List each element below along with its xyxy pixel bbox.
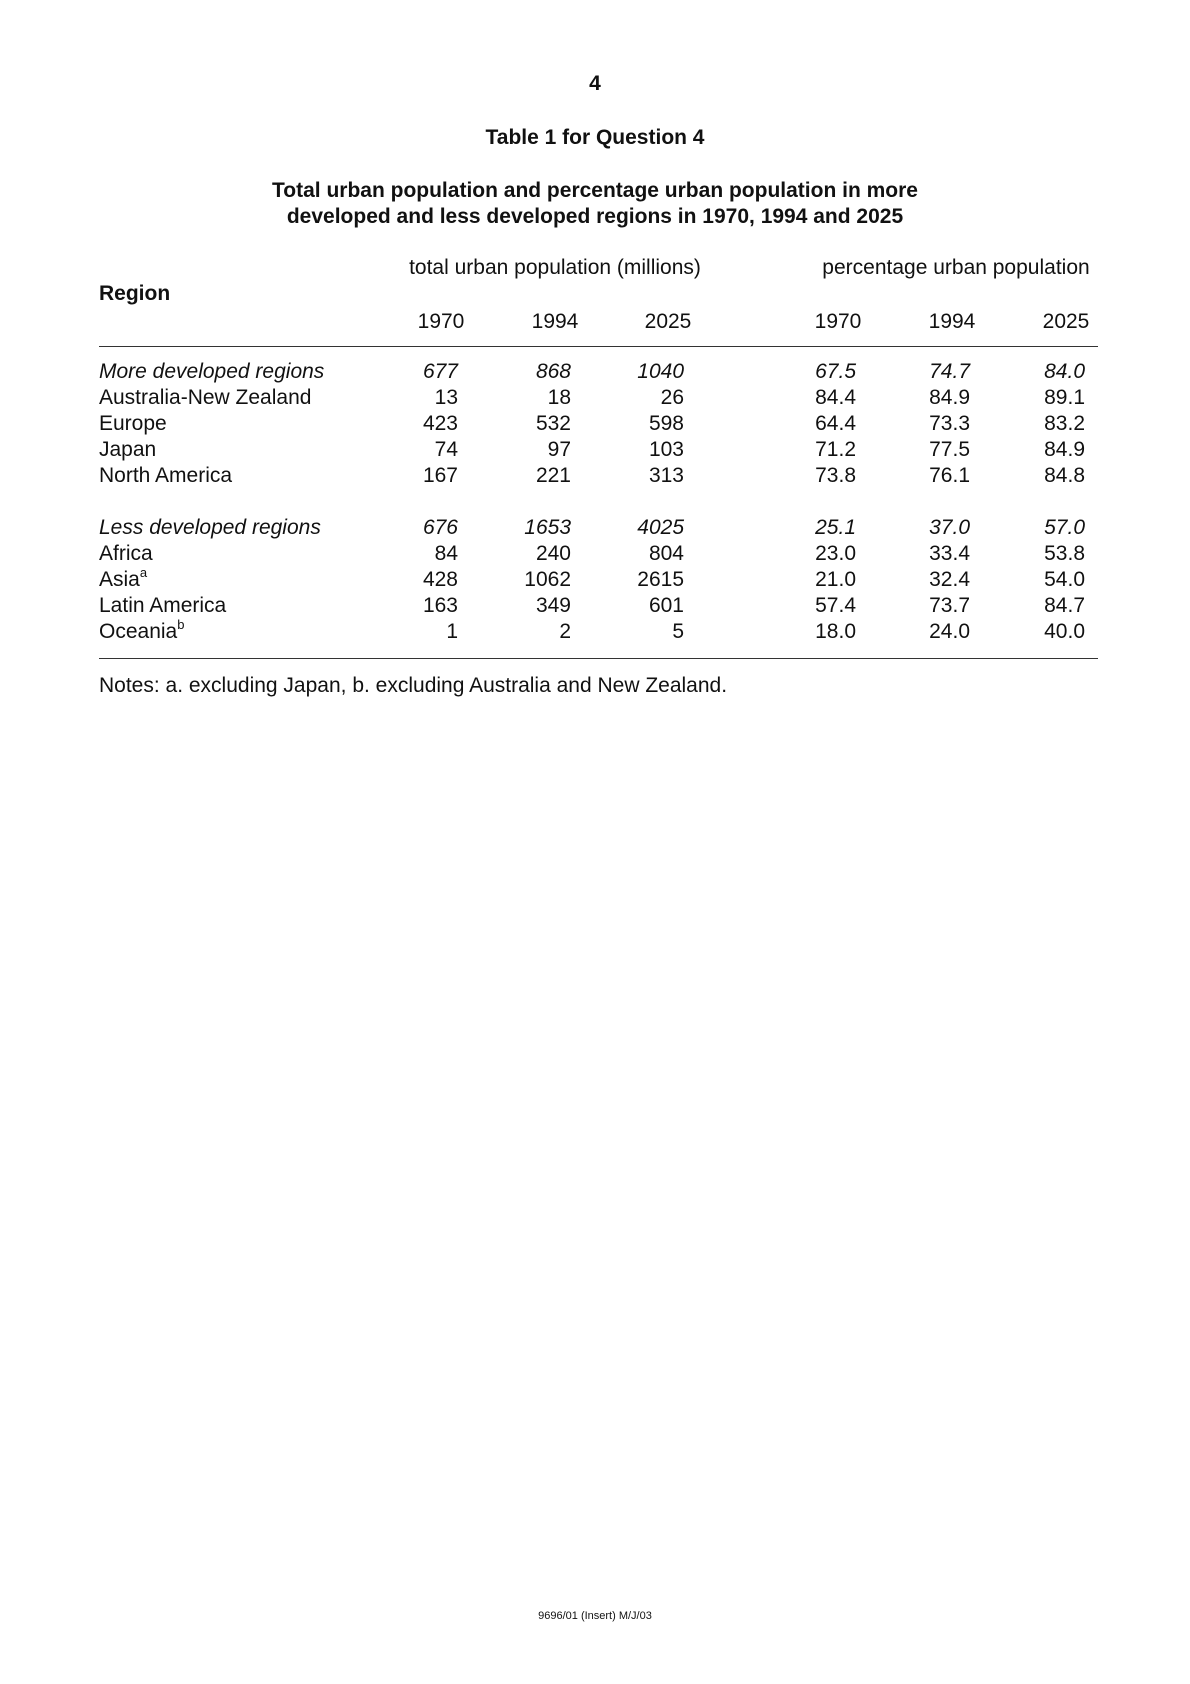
table-row (0, 565, 1190, 594)
value-cell: 73.3 (929, 412, 970, 435)
region-cell (99, 386, 311, 410)
value-cell: 18 (547, 386, 571, 409)
footnote-marker: a (139, 565, 148, 580)
region-name: Oceania (99, 620, 178, 643)
bottom-divider (99, 658, 1098, 659)
value-cell: 84.9 (929, 386, 970, 409)
value-cell: 40.0 (1044, 620, 1085, 643)
value-cell: 23.0 (815, 542, 856, 565)
value-cell: 32.4 (929, 568, 970, 591)
value-cell: 5 (672, 620, 684, 643)
region-name: Japan (99, 438, 157, 461)
table-row-group-total (0, 360, 1190, 386)
region-name: Australia-New Zealand (99, 386, 312, 409)
region-name: More developed regions (99, 360, 325, 383)
value-cell: 84 (434, 542, 458, 565)
value-cell: 84.8 (1044, 464, 1085, 487)
value-cell: 84.9 (1044, 438, 1085, 461)
table-row-group-total (0, 516, 1190, 542)
value-cell: 89.1 (1044, 386, 1085, 409)
value-cell: 1653 (524, 516, 571, 539)
column-header-year: 1994 (928, 310, 976, 333)
value-cell: 167 (422, 464, 458, 487)
value-cell: 67.5 (815, 360, 856, 383)
value-cell: 57.0 (1044, 516, 1085, 539)
page-number: 4 (589, 72, 601, 95)
value-cell: 804 (648, 542, 684, 565)
column-header-year: 1994 (531, 310, 579, 333)
table-row (0, 542, 1190, 568)
value-cell: 74.7 (929, 360, 970, 383)
value-cell: 84.0 (1044, 360, 1085, 383)
region-cell (99, 360, 324, 384)
value-cell: 349 (535, 594, 571, 617)
value-cell: 73.7 (929, 594, 970, 617)
region-cell (99, 438, 156, 462)
value-cell: 1 (446, 620, 458, 643)
value-cell: 71.2 (815, 438, 856, 461)
value-cell: 25.1 (815, 516, 856, 539)
value-cell: 26 (660, 386, 684, 409)
table-row (0, 438, 1190, 464)
table-label: Table 1 for Question 4 (485, 126, 705, 149)
value-cell: 221 (535, 464, 571, 487)
region-name: Asia (99, 568, 140, 591)
column-group-total-urban-population: total urban population (millions) (409, 256, 701, 279)
footnote-marker: b (177, 617, 185, 632)
value-cell: 4025 (637, 516, 684, 539)
region-cell (99, 464, 232, 488)
value-cell: 532 (535, 412, 571, 435)
header-divider (99, 346, 1098, 347)
table-title: Total urban population and percentage urban population in more developed and less developed regions in 1970, 1994 and 2025 (272, 179, 918, 228)
value-cell: 54.0 (1044, 568, 1085, 591)
value-cell: 601 (648, 594, 684, 617)
value-cell: 84.4 (815, 386, 856, 409)
value-cell: 163 (422, 594, 458, 617)
value-cell: 33.4 (929, 542, 970, 565)
table-row (0, 617, 1190, 646)
region-cell (99, 617, 185, 644)
value-cell: 428 (422, 568, 458, 591)
value-cell: 598 (648, 412, 684, 435)
value-cell: 2615 (637, 568, 684, 591)
value-cell: 53.8 (1044, 542, 1085, 565)
region-name: Latin America (99, 594, 227, 617)
value-cell: 1040 (637, 360, 684, 383)
value-cell: 57.4 (815, 594, 856, 617)
value-cell: 74 (434, 438, 458, 461)
value-cell: 83.2 (1044, 412, 1085, 435)
table-row (0, 412, 1190, 438)
column-header-year: 2025 (644, 310, 692, 333)
value-cell: 21.0 (815, 568, 856, 591)
value-cell: 24.0 (929, 620, 970, 643)
column-header-year: 1970 (814, 310, 862, 333)
column-header-region: Region (99, 282, 171, 305)
value-cell: 13 (434, 386, 458, 409)
region-name: Africa (99, 542, 153, 565)
table-row (0, 464, 1190, 490)
region-cell (99, 516, 321, 540)
value-cell: 18.0 (815, 620, 856, 643)
value-cell: 84.7 (1044, 594, 1085, 617)
value-cell: 64.4 (815, 412, 856, 435)
region-name: Less developed regions (99, 516, 321, 539)
value-cell: 677 (422, 360, 458, 383)
value-cell: 240 (535, 542, 571, 565)
region-cell (99, 542, 153, 566)
column-header-year: 1970 (417, 310, 465, 333)
column-group-percentage-urban-population: percentage urban population (822, 256, 1090, 279)
value-cell: 2 (559, 620, 571, 643)
region-cell (99, 412, 167, 436)
value-cell: 676 (422, 516, 458, 539)
value-cell: 313 (648, 464, 684, 487)
value-cell: 73.8 (815, 464, 856, 487)
region-name: Europe (99, 412, 167, 435)
value-cell: 97 (547, 438, 571, 461)
value-cell: 423 (422, 412, 458, 435)
value-cell: 868 (535, 360, 571, 383)
value-cell: 77.5 (929, 438, 970, 461)
table-notes: Notes: a. excluding Japan, b. excluding Australia and New Zealand. (99, 674, 728, 697)
region-cell (99, 594, 226, 618)
region-cell (99, 565, 148, 592)
footer-code: 9696/01 (Insert) M/J/03 (538, 1610, 652, 1622)
column-header-year: 2025 (1042, 310, 1090, 333)
value-cell: 1062 (524, 568, 571, 591)
value-cell: 103 (648, 438, 684, 461)
value-cell: 37.0 (929, 516, 970, 539)
table-row (0, 386, 1190, 412)
value-cell: 76.1 (929, 464, 970, 487)
region-name: North America (99, 464, 233, 487)
